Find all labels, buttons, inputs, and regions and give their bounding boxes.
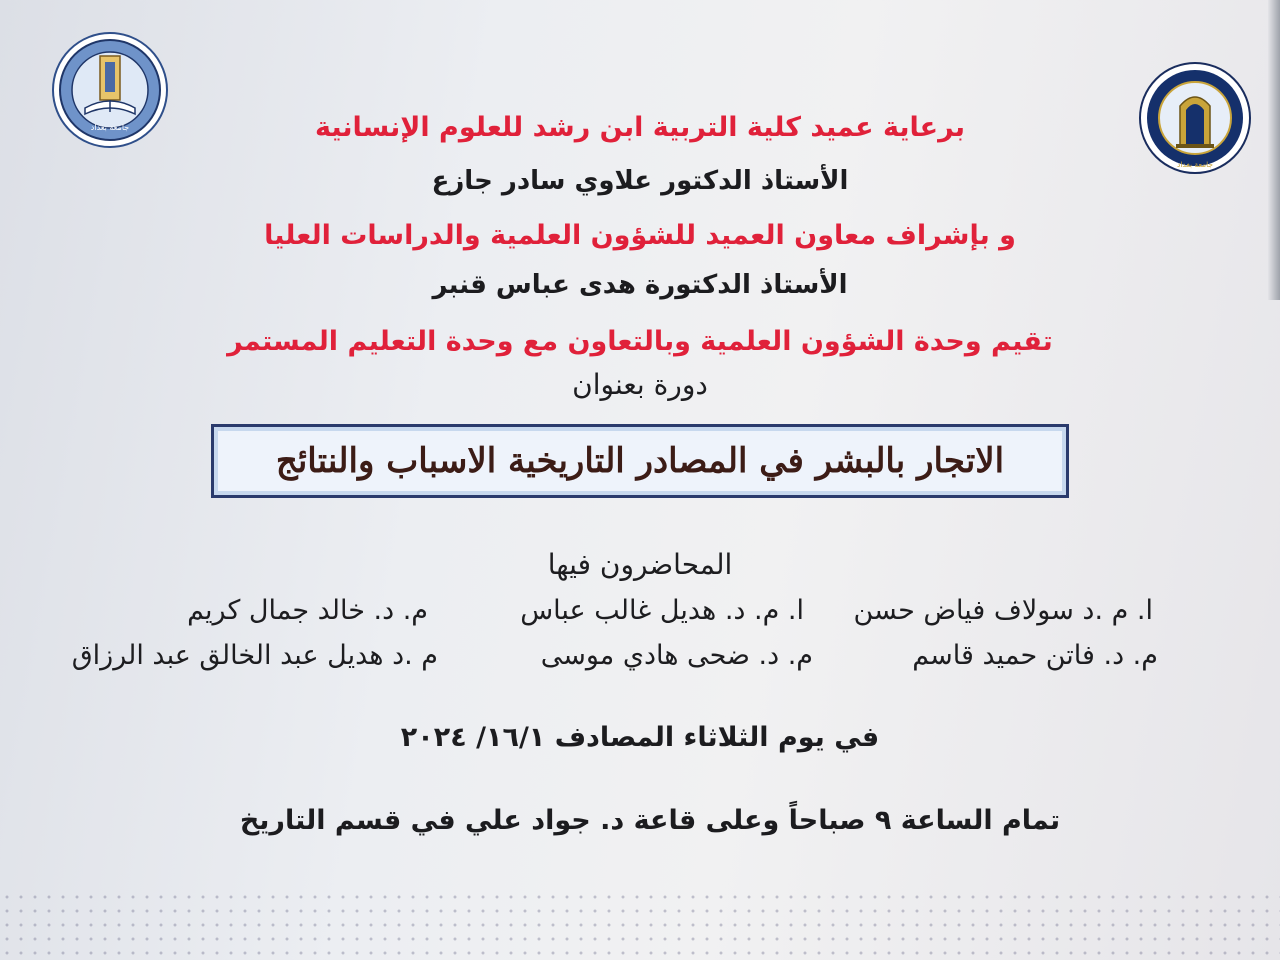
- monitor-edge: [1268, 0, 1280, 300]
- lecturer-5: م. د. ضحى هادي موسى: [540, 640, 813, 671]
- date-line: في يوم الثلاثاء المصادف ١٦/١/ ٢٠٢٤: [400, 722, 880, 753]
- lecturer-4: م. د. فاتن حميد قاسم: [912, 640, 1158, 671]
- lecturer-2: ا. م. د. هديل غالب عباس: [520, 595, 804, 626]
- patron-line: برعاية عميد كلية التربية ابن رشد للعلوم الإنسانية: [314, 112, 966, 143]
- lecturer-3: م. د. خالد جمال كريم: [187, 595, 428, 626]
- supervision-line: و بإشراف معاون العميد للشؤون العلمية والدراسات العليا: [264, 220, 1016, 251]
- course-label: دورة بعنوان: [572, 368, 708, 401]
- lecturer-1: ا. م .د سولاف فياض حسن: [853, 595, 1153, 626]
- right-logo-text: جامعة بغداد: [1176, 160, 1214, 169]
- organizer-line: تقيم وحدة الشؤون العلمية وبالتعاون مع وحدة التعليم المستمر: [227, 326, 1053, 357]
- dean-name: الأستاذ الدكتور علاوي سادر جازع: [431, 166, 849, 196]
- time-venue-line: تمام الساعة ٩ صباحاً وعلى قاعة د. جواد علي في قسم التاريخ: [239, 805, 1061, 836]
- lecturers-label: المحاضرون فيها: [547, 548, 733, 581]
- decorative-dotted-border: [0, 890, 1280, 960]
- course-title: الاتجار بالبشر في المصادر التاريخية الاسباب والنتائج: [275, 441, 1005, 481]
- course-title-box: [211, 424, 1069, 498]
- assistant-dean-name: الأستاذ الدكتورة هدى عباس قنبر: [432, 270, 848, 300]
- lecturer-6: م .د هديل عبد الخالق عبد الرزاق: [71, 640, 438, 671]
- left-logo-text: جامعة بغداد: [90, 123, 130, 132]
